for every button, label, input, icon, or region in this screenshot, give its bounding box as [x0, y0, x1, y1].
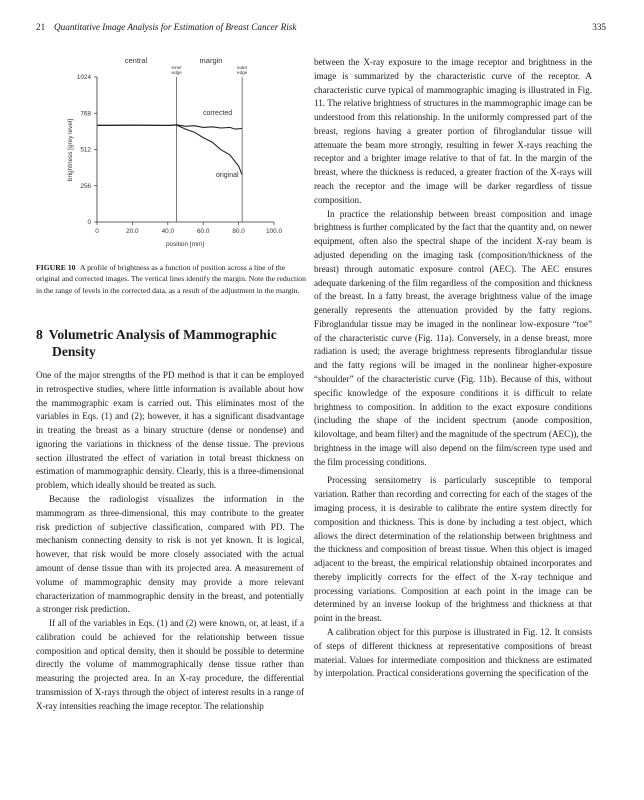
brightness-profile-chart [36, 52, 306, 262]
series-label-corrected: corrected [203, 110, 233, 117]
right-paragraph-1: between the X-ray exposure to the image receptor and brightness in the image is summarized by the characteristic curve of the receptor. A characteristic curve typical of mammographic imaging is illustrated in Fig. 11. The relative brightness of structures in the mammographic image can be understood from this relationship. In the uniformly compressed part of the breast, regions having a greater portion of fibroglandular tissue will attenuate the beam more strongly, resulting in fewer X-rays reaching the receptor and a brighter image relative to that of fat. In the margin of the breast, where the thickness is reduced, a greater fraction of the X-rays will reach the receptor and the image will be darker regardless of tissue composition. [314, 57, 592, 205]
y-axis-label: brightness [grey level] [67, 118, 74, 182]
section-title-line1: Volumetric Analysis of Mammographic [48, 327, 277, 342]
outer-edge-label [237, 65, 248, 75]
page-number: 335 [592, 22, 606, 32]
x-tick-label: 40.0 [161, 228, 175, 235]
margin-lines [177, 77, 242, 222]
region-label-central: central [124, 56, 148, 65]
running-header [36, 22, 616, 36]
svg-text:outer: outer [236, 65, 248, 70]
series-line-original [97, 125, 242, 175]
x-ticks [95, 222, 282, 235]
x-tick-label: 0 [95, 228, 99, 235]
x-axis-label: position [mm] [165, 241, 205, 248]
series-group [97, 125, 242, 175]
y-tick-label: 0 [87, 219, 91, 227]
svg-text:edge: edge [237, 70, 248, 75]
region-label-margin: margin [199, 56, 223, 65]
section-title-line2: Density [52, 344, 96, 359]
inner-edge-label [172, 65, 183, 75]
right-paragraph-4: A calibration object for this purpose is illustrated in Fig. 12. It consists of steps of different thickness at representative compositions of breast material. Values for intermediate composition and thickness are estimated by interpolation. Practical considerations governing the specification of the [314, 627, 592, 679]
svg-text:edge: edge [171, 70, 182, 75]
running-title: Quantitative Image Analysis for Estimation of Breast Cancer Risk [54, 22, 297, 32]
section-heading [36, 326, 311, 360]
caption-text: A profile of brightness as a function of position across a line of the original and corrected images. The vertical lines identify the margin. Note the reduction in the range of levels in the corrected data, as a result of the adjustment in the margin. [36, 263, 306, 295]
left-paragraph-1: One of the major strengths of the PD method is that it can be employed in retrospective studies, where little information is available about how the mammographic exam is carried out. This eliminates most of the variables in Eqs. (1) and (2); however, it has a significant disadvantage in treating the breast as a binary structure (dense or nondense) and ignoring the variations in thickness of the dense tissue. The previous section illustrated the effect of variation in total breast thickness on estimation of mammographic density. Clearly, this is a three-dimensional problem, which ideally should be treated as such. [36, 370, 304, 491]
x-tick-label: 20.0 [126, 228, 139, 235]
x-tick-label: 100.0 [266, 228, 282, 235]
x-tick-label: 80.0 [232, 228, 245, 235]
chapter-number: 21 [36, 22, 46, 32]
figure-caption [36, 262, 306, 296]
figure-10 [36, 52, 306, 262]
left-column [36, 369, 304, 714]
y-tick-label: 1024 [76, 74, 91, 82]
caption-label: FIGURE 10 [36, 263, 76, 272]
y-tick-label: 256 [80, 182, 91, 190]
y-ticks [77, 74, 97, 226]
section-number: 8 [36, 327, 43, 342]
left-paragraph-2: Because the radiologist visualizes the information in the mammogram as three-dimensional, this may contribute to the greater risk prediction of subjective classification, compared with PD. The mechanism connecting density to risk is not yet known. It is logical, however, that risk would be more closely associated with the actual amount of dense tissue than with its projected area. A measurement of volume of mammographic density may provide a more relevant characterization of mammographic density in the breast, and potentially a stronger risk prediction. [36, 494, 304, 615]
svg-text:inner: inner [171, 65, 182, 70]
y-tick-label: 768 [80, 110, 91, 118]
left-paragraph-3: If all of the variables in Eqs. (1) and (2) were known, or, at least, if a calibration could be achieved for the relationship between tissue composition and optical density, then it should be possible to determine directly the volume of mammographically dense tissue rather than measuring the projected area. In an X-ray procedure, the differential transmission of X-rays through the object of interest results in a range of X-ray intensities reaching the image receptor. The relationship [36, 618, 304, 711]
right-column [314, 56, 592, 681]
x-tick-label: 60.0 [196, 228, 210, 235]
y-tick-label: 512 [80, 146, 91, 154]
series-label-original: original [216, 172, 239, 179]
right-paragraph-2: In practice the relationship between breast composition and image brightness is further complicated by the fact that the quantity and, on newer equipment, often also the spectral shape of the incident X-ray beam is adjusted depending on the imaging task (composition/thickness of the breast) through automatic exposure control (AEC). The AEC ensures adequate darkening of the film regardless of the composition and thickness of the breast. In a fatty breast, the average brightness value of the image generally represents the attenuation provided by the fatty regions. Fibroglandular tissue may be imaged in the nonlinear low-exposure “toe” of the characteristic curve (Fig. 11a). Conversely, in a dense breast, more radiation is used; the average brightness represents fibroglandular tissue and the fatty regions will be imaged in the nonlinear higher-exposure “shoulder” of the characteristic curve (Fig. 11b). Because of this, without specific knowledge of the exposure conditions it is difficult to relate brightness to composition. In addition to the exact exposure conditions (including the shape of the incident spectrum (anode composition, kilovoltage, and beam filter) and the magnitude of the spectrum (AEC)), the brightness in the image will also depend on the film/screen type used and the film processing conditions. [314, 208, 592, 467]
right-paragraph-3: Processing sensitometry is particularly susceptible to temporal variation. Rather than recording and correcting for each of the stages of the imaging process, it is desirable to calibrate the entire system directly for composition and thickness. This is done by including a test object, which allows the direct determination of the relationship between brightness and the thickness and composition of breast tissue. When this object is imaged adjacent to the breast, the empirical relationship obtained incorporates and thereby implicitly corrects for the effect of the X-ray technique and processing variations. Composition at each point in the image can be determined by an inverse lookup of the brightness and thickness at that point in the breast. [314, 475, 592, 624]
